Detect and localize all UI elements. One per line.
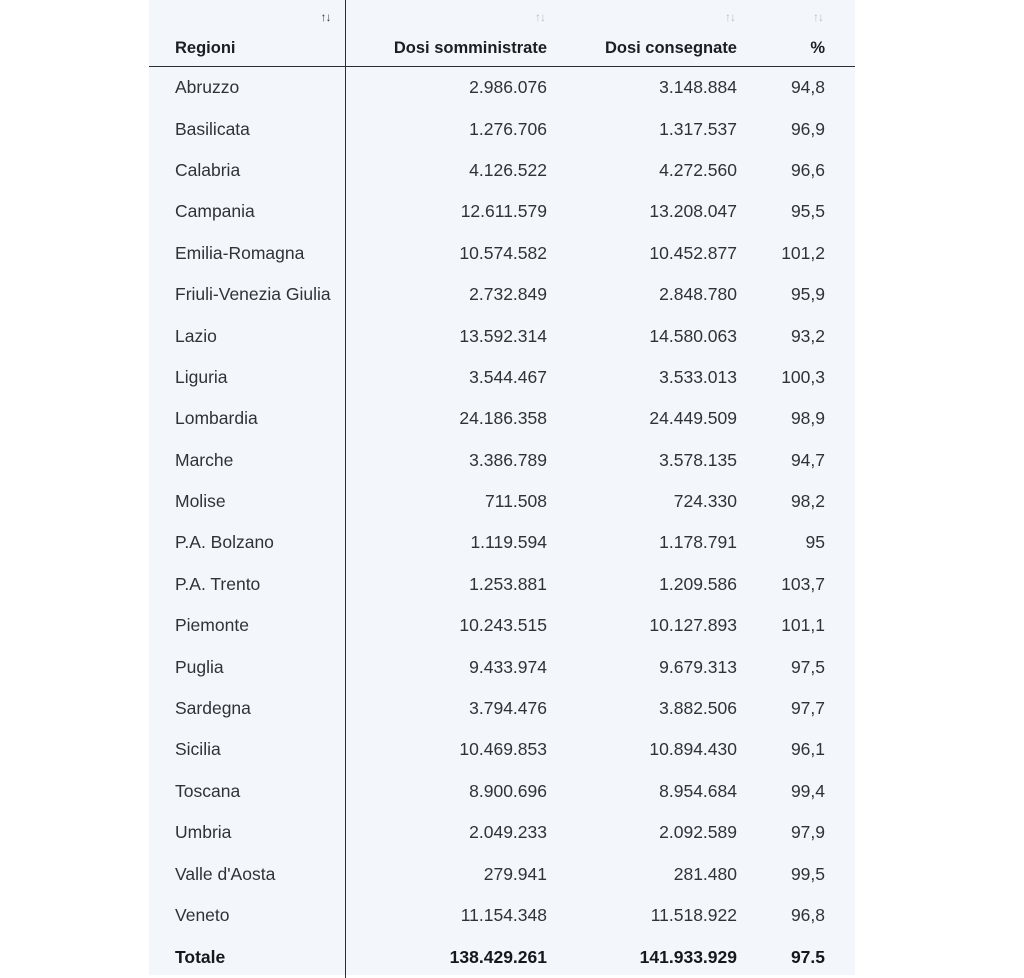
cell-dosi-somministrate: 11.154.348 xyxy=(345,895,559,936)
cell-regione: P.A. Bolzano xyxy=(149,522,345,563)
cell-dosi-somministrate: 24.186.358 xyxy=(345,398,559,439)
cell-percent: 96,9 xyxy=(751,108,855,149)
cell-dosi-somministrate: 10.243.515 xyxy=(345,605,559,646)
cell-regione: Veneto xyxy=(149,895,345,936)
cell-dosi-somministrate: 4.126.522 xyxy=(345,150,559,191)
cell-dosi-consegnate: 13.208.047 xyxy=(559,191,751,232)
cell-regione: Friuli-Venezia Giulia xyxy=(149,274,345,315)
cell-regione: Sicilia xyxy=(149,729,345,770)
cell-dosi-consegnate: 3.882.506 xyxy=(559,688,751,729)
cell-dosi-consegnate: 2.848.780 xyxy=(559,274,751,315)
cell-percent: 95,5 xyxy=(751,191,855,232)
cell-dosi-somministrate: 9.433.974 xyxy=(345,646,559,687)
column-header-percent[interactable] xyxy=(751,0,855,67)
total-row xyxy=(149,936,855,978)
column-header-regioni[interactable] xyxy=(149,0,345,67)
cell-dosi-consegnate: 1.209.586 xyxy=(559,564,751,605)
cell-percent: 95 xyxy=(751,522,855,563)
cell-dosi-somministrate: 10.574.582 xyxy=(345,233,559,274)
cell-dosi-consegnate: 724.330 xyxy=(559,481,751,522)
cell-dosi-consegnate: 1.178.791 xyxy=(559,522,751,563)
cell-regione: Sardegna xyxy=(149,688,345,729)
table-row xyxy=(149,233,855,274)
cell-dosi-somministrate: 3.544.467 xyxy=(345,357,559,398)
column-header-dosi-consegnate[interactable] xyxy=(559,0,751,67)
cell-percent: 101,1 xyxy=(751,605,855,646)
cell-regione: Calabria xyxy=(149,150,345,191)
table-body xyxy=(149,67,855,978)
table-row xyxy=(149,191,855,232)
column-header-label: Dosi consegnate xyxy=(605,39,737,57)
total-dosi-consegnate: 141.933.929 xyxy=(559,936,751,978)
cell-regione: Basilicata xyxy=(149,108,345,149)
table-row xyxy=(149,67,855,109)
cell-regione: Lazio xyxy=(149,315,345,356)
cell-dosi-consegnate: 3.578.135 xyxy=(559,440,751,481)
table-header xyxy=(149,0,855,67)
cell-percent: 99,5 xyxy=(751,853,855,894)
table-row xyxy=(149,274,855,315)
cell-percent: 98,2 xyxy=(751,481,855,522)
cell-dosi-somministrate: 3.386.789 xyxy=(345,440,559,481)
cell-dosi-somministrate: 3.794.476 xyxy=(345,688,559,729)
total-dosi-somministrate: 138.429.261 xyxy=(345,936,559,978)
cell-regione: Campania xyxy=(149,191,345,232)
table-row xyxy=(149,646,855,687)
cell-dosi-consegnate: 10.127.893 xyxy=(559,605,751,646)
cell-percent: 96,6 xyxy=(751,150,855,191)
table-row xyxy=(149,150,855,191)
cell-dosi-somministrate: 10.469.853 xyxy=(345,729,559,770)
cell-percent: 94,7 xyxy=(751,440,855,481)
cell-percent: 93,2 xyxy=(751,315,855,356)
cell-percent: 96,8 xyxy=(751,895,855,936)
table-row xyxy=(149,108,855,149)
cell-regione: Puglia xyxy=(149,646,345,687)
cell-dosi-somministrate: 2.986.076 xyxy=(345,67,559,109)
sort-arrows-icon[interactable]: ↑↓ xyxy=(813,10,823,24)
cell-dosi-somministrate: 1.276.706 xyxy=(345,108,559,149)
cell-percent: 103,7 xyxy=(751,564,855,605)
cell-regione: Toscana xyxy=(149,771,345,812)
cell-percent: 98,9 xyxy=(751,398,855,439)
cell-percent: 100,3 xyxy=(751,357,855,398)
cell-dosi-consegnate: 24.449.509 xyxy=(559,398,751,439)
cell-dosi-consegnate: 2.092.589 xyxy=(559,812,751,853)
column-header-label: % xyxy=(810,39,825,57)
cell-dosi-consegnate: 1.317.537 xyxy=(559,108,751,149)
cell-dosi-consegnate: 281.480 xyxy=(559,853,751,894)
table-row xyxy=(149,357,855,398)
cell-dosi-consegnate: 8.954.684 xyxy=(559,771,751,812)
cell-dosi-somministrate: 12.611.579 xyxy=(345,191,559,232)
cell-regione: Molise xyxy=(149,481,345,522)
cell-regione: Emilia-Romagna xyxy=(149,233,345,274)
cell-regione: Liguria xyxy=(149,357,345,398)
cell-dosi-consegnate: 9.679.313 xyxy=(559,646,751,687)
cell-dosi-consegnate: 3.148.884 xyxy=(559,67,751,109)
table-row xyxy=(149,440,855,481)
table-row xyxy=(149,812,855,853)
table-row xyxy=(149,688,855,729)
sort-arrows-icon[interactable]: ↑↓ xyxy=(535,10,545,24)
cell-dosi-somministrate: 2.049.233 xyxy=(345,812,559,853)
cell-percent: 97,9 xyxy=(751,812,855,853)
table-row xyxy=(149,895,855,936)
cell-dosi-somministrate: 711.508 xyxy=(345,481,559,522)
cell-dosi-somministrate: 13.592.314 xyxy=(345,315,559,356)
column-header-label: Regioni xyxy=(175,39,236,57)
cell-dosi-consegnate: 4.272.560 xyxy=(559,150,751,191)
table-row xyxy=(149,605,855,646)
table-row xyxy=(149,522,855,563)
column-header-dosi-somministrate[interactable] xyxy=(345,0,559,67)
cell-dosi-somministrate: 279.941 xyxy=(345,853,559,894)
cell-percent: 101,2 xyxy=(751,233,855,274)
cell-percent: 99,4 xyxy=(751,771,855,812)
cell-percent: 97,5 xyxy=(751,646,855,687)
cell-regione: Lombardia xyxy=(149,398,345,439)
table-row xyxy=(149,853,855,894)
sort-arrows-icon[interactable]: ↑↓ xyxy=(725,10,735,24)
table-row xyxy=(149,481,855,522)
cell-regione: Abruzzo xyxy=(149,67,345,109)
table-row xyxy=(149,315,855,356)
table-row xyxy=(149,729,855,770)
cell-dosi-consegnate: 11.518.922 xyxy=(559,895,751,936)
cell-percent: 97,7 xyxy=(751,688,855,729)
cell-dosi-somministrate: 1.119.594 xyxy=(345,522,559,563)
cell-dosi-somministrate: 1.253.881 xyxy=(345,564,559,605)
cell-dosi-consegnate: 10.894.430 xyxy=(559,729,751,770)
table-row xyxy=(149,398,855,439)
table-row xyxy=(149,564,855,605)
column-header-label: Dosi somministrate xyxy=(394,39,547,57)
total-label: Totale xyxy=(149,936,345,978)
cell-regione: Umbria xyxy=(149,812,345,853)
cell-regione: Piemonte xyxy=(149,605,345,646)
total-percent: 97.5 xyxy=(751,936,855,978)
cell-regione: P.A. Trento xyxy=(149,564,345,605)
cell-regione: Marche xyxy=(149,440,345,481)
sort-arrows-icon[interactable]: ↑↓ xyxy=(321,10,331,24)
vaccine-doses-table xyxy=(149,0,855,978)
table-row xyxy=(149,771,855,812)
cell-dosi-consegnate: 10.452.877 xyxy=(559,233,751,274)
cell-dosi-somministrate: 2.732.849 xyxy=(345,274,559,315)
cell-regione: Valle d'Aosta xyxy=(149,853,345,894)
cell-dosi-somministrate: 8.900.696 xyxy=(345,771,559,812)
cell-percent: 96,1 xyxy=(751,729,855,770)
cell-percent: 95,9 xyxy=(751,274,855,315)
cell-dosi-consegnate: 3.533.013 xyxy=(559,357,751,398)
cell-percent: 94,8 xyxy=(751,67,855,109)
table-panel xyxy=(149,0,855,975)
cell-dosi-consegnate: 14.580.063 xyxy=(559,315,751,356)
